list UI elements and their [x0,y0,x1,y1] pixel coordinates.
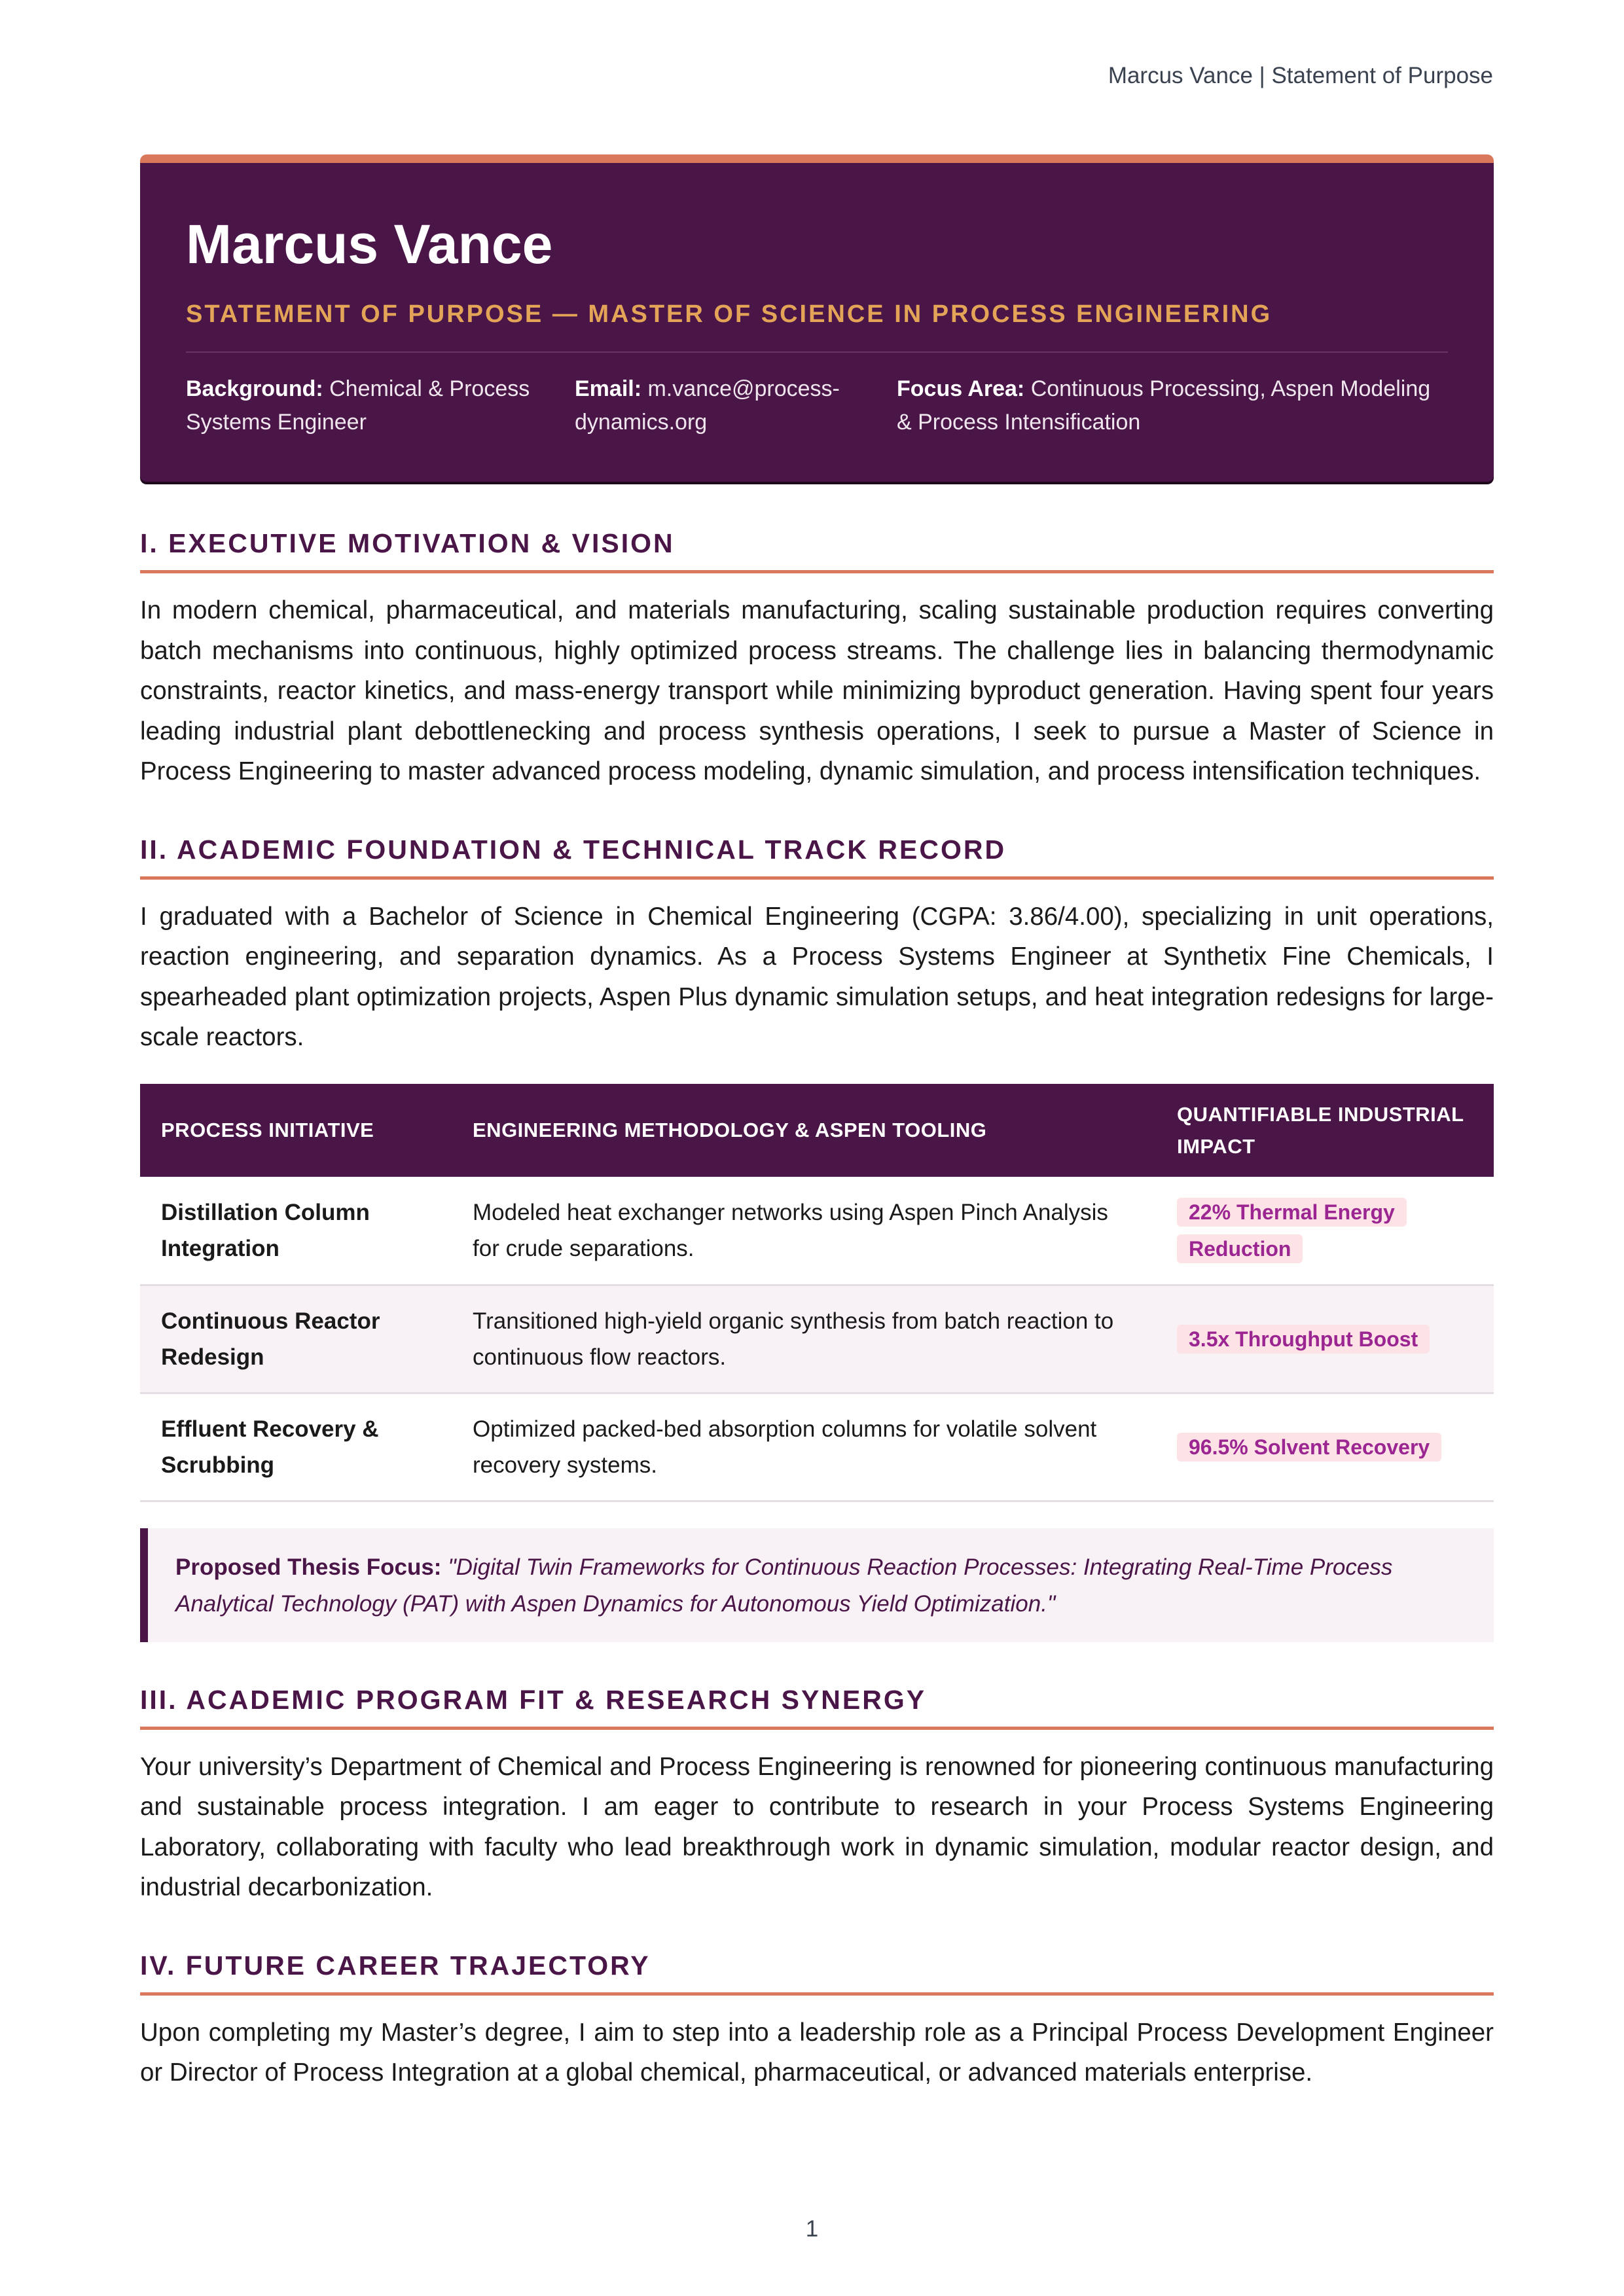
impact-table [140,1084,1494,1502]
meta-label: Email: [575,376,648,401]
meta-label: Background: [186,376,330,401]
thesis-title: "Digital Twin Frameworks for Continuous Reaction Processes: Integrating Real-Time Process Analytical Technology (PAT) with Aspen Dynamics for Autonomous Yield Optimization." [175,1554,1393,1617]
methodology-cell: Modeled heat exchanger networks using Aspen Pinch Analysis for crude separations. [452,1177,1156,1285]
initiative-cell: Continuous Reactor Redesign [140,1285,452,1393]
section-heading: IV. FUTURE CAREER TRAJECTORY [140,1951,1494,1996]
header-meta [186,372,1448,439]
meta-background [186,372,575,439]
impact-cell [1156,1285,1494,1393]
meta-value: Chemical & Process Systems Engineer [186,376,530,435]
section-paragraph: Upon completing my Master’s degree, I aim to step into a leadership role as a Principal Process Development Engineer or Director of Process Integration at a global chemical, pharmaceutical, or advanced materials enterprise. [140,2018,1494,2087]
table-row [140,1393,1494,1501]
meta-focus-area [897,372,1448,439]
section-paragraph: Your university’s Department of Chemical and Process Engineering is renowned for pioneering continuous manufacturing and sustainable process integration. I am eager to contribute to research in your Process Systems Engineering Laboratory, collaborating with faculty who lead breakthrough work in dynamic simulation, modular reactor design, and industrial decarbonization. [140,1752,1494,1902]
meta-label: Focus Area: [897,376,1031,401]
table-row [140,1177,1494,1285]
section-heading: II. ACADEMIC FOUNDATION & TECHNICAL TRACK RECORD [140,835,1494,880]
document-body [140,529,1494,2093]
meta-email [575,372,897,439]
impact-badge: 96.5% Solvent Recovery [1177,1433,1441,1462]
meta-value: m.vance@process-dynamics.org [575,376,840,435]
table-row [140,1285,1494,1393]
methodology-cell: Transitioned high-yield organic synthesis from batch reaction to continuous flow reactors. [452,1285,1156,1393]
section-heading: I. EXECUTIVE MOTIVATION & VISION [140,529,1494,573]
meta-value: Continuous Processing, Aspen Modeling & Process Intensification [897,376,1431,435]
header-card [140,154,1494,482]
thesis-label: Proposed Thesis Focus: [175,1554,448,1580]
section-paragraph: In modern chemical, pharmaceutical, and materials manufacturing, scaling sustainable production requires converting batch mechanisms into continuous, highly optimized process streams. The challenge lies in balancing thermodynamic constraints, reactor kinetics, and mass-energy transport while minimizing byproduct generation. Having spent four years leading industrial plant debottlenecking and process synthesis operations, I seek to pursue a Master of Science in Process Engineering to master advanced process modeling, dynamic simulation, and process intensification techniques. [140,596,1494,786]
section-heading: III. ACADEMIC PROGRAM FIT & RESEARCH SYNERGY [140,1685,1494,1730]
column-header: QUANTIFIABLE INDUSTRIAL IMPACT [1156,1084,1494,1177]
running-header: Marcus Vance | Statement of Purpose [1108,63,1493,88]
methodology-cell: Optimized packed-bed absorption columns for volatile solvent recovery systems. [452,1393,1156,1501]
initiative-cell: Distillation Column Integration [140,1177,452,1285]
impact-cell [1156,1177,1494,1285]
thesis-callout [140,1528,1494,1642]
impact-badge: 22% Thermal Energy Reduction [1177,1198,1407,1263]
initiative-cell: Effluent Recovery & Scrubbing [140,1393,452,1501]
column-header: ENGINEERING METHODOLOGY & ASPEN TOOLING [452,1084,1156,1177]
page-number: 1 [805,2216,819,2242]
impact-badge: 3.5x Throughput Boost [1177,1325,1430,1354]
column-header: PROCESS INITIATIVE [140,1084,452,1177]
document-subtitle: STATEMENT OF PURPOSE — MASTER OF SCIENCE IN PROCESS ENGINEERING [186,300,1272,328]
header-divider [186,351,1448,353]
impact-cell [1156,1393,1494,1501]
table-header-row [140,1084,1494,1177]
applicant-name: Marcus Vance [186,213,553,275]
section-paragraph: I graduated with a Bachelor of Science in Chemical Engineering (CGPA: 3.86/4.00), specializing in unit operations, reaction engineering, and separation dynamics. As a Process Systems Engineer at Synthetix Fine Chemicals, I spearheaded plant optimization projects, Aspen Plus dynamic simulation setups, and heat integration redesigns for large-scale reactors. [140,902,1494,1052]
